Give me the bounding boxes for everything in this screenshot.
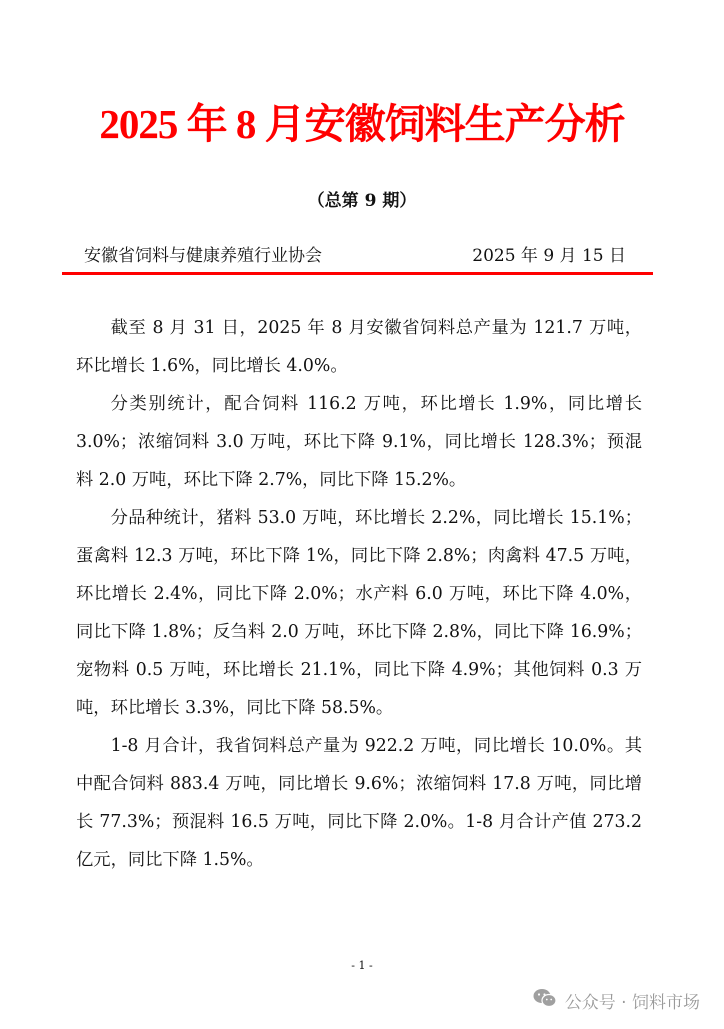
paragraph-cumulative: 1-8 月合计，我省饲料总产量为 922.2 万吨，同比增长 10.0%。其中配合饲料 883.4 万吨，同比增长 9.6%；浓缩饲料 17.8 万吨，同比增长 77.3%；预混料 16.5 万吨，同比下降 2.0%。1-8 月合计产值 273.2 亿元，同比下降 1.5%。	[76, 736, 642, 870]
issue-number: （总第 9 期）	[307, 191, 417, 211]
watermark-text: 公众号 · 饲料市场	[564, 992, 700, 1013]
document-body	[76, 309, 642, 879]
paragraph-monthly-total: 截至 8 月 31 日，2025 年 8 月安徽省饲料总产量为 121.7 万吨，环比增长 1.6%，同比增长 4.0%。	[76, 318, 642, 376]
document-meta	[84, 242, 626, 270]
paragraph-by-category: 分类别统计，配合饲料 116.2 万吨，环比增长 1.9%，同比增长 3.0%；浓缩饲料 3.0 万吨，环比下降 9.1%，同比增长 128.3%；预混料 2.0 万吨，环比下降 2.7%，同比下降 15.2%。	[76, 394, 642, 490]
issuing-organization: 安徽省饲料与健康养殖行业协会	[84, 246, 322, 266]
watermark	[533, 985, 700, 1015]
page-number: - 1 -	[351, 959, 373, 972]
document-title: 2025 年 8 月安徽饲料生产分析	[99, 101, 625, 147]
issue-date: 2025 年 9 月 15 日	[472, 246, 626, 266]
paragraph-by-species: 分品种统计，猪料 53.0 万吨，环比增长 2.2%，同比增长 15.1%；蛋禽料 12.3 万吨，环比下降 1%，同比下降 2.8%；肉禽料 47.5 万吨，环比增长 2.4%，同比下降 2.0%；水产料 6.0 万吨，环比下降 4.0%，同比下降 1.8%；反刍料 2.0 万吨，环比下降 2.8%，同比下降 16.9%；宠物料 0.5 万吨，环比增长 21.1%，同比下降 4.9%；其他饲料 0.3 万吨，环比增长 3.3%，同比下降 58.5%。	[76, 508, 642, 718]
wechat-icon	[533, 988, 565, 1013]
header-divider	[62, 272, 653, 275]
